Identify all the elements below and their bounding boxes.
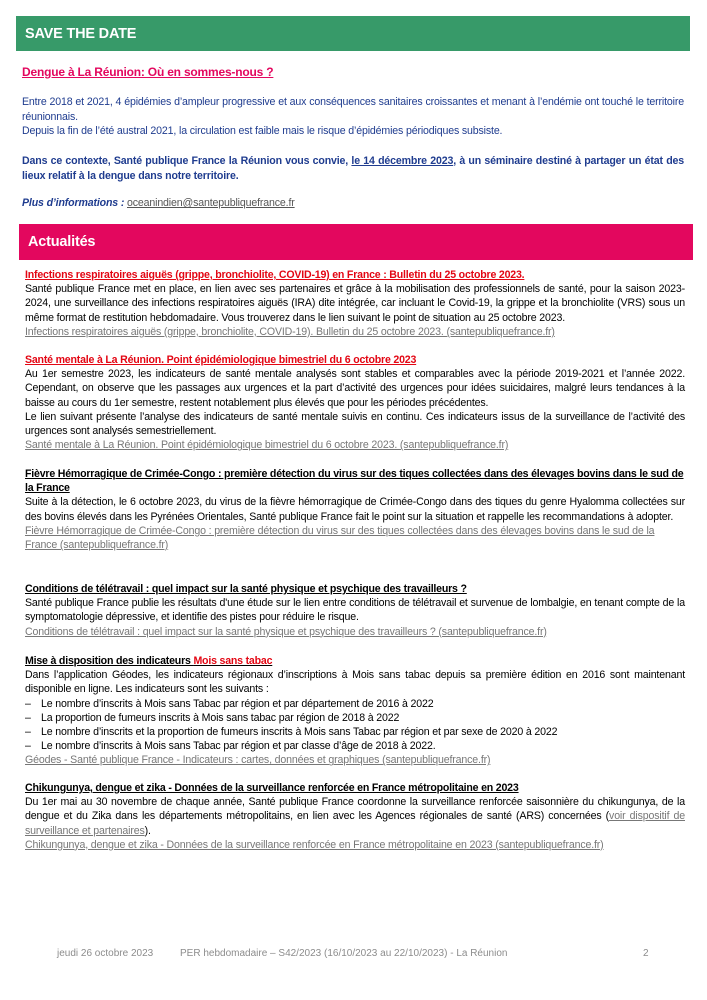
news-body: Suite à la détection, le 6 octobre 2023, du virus de la fièvre hémorragique de Crimée-Congo dans des tiques du genre Hyalomma collectées sur des bovins élevés dans les Pyrénées Orientales, Santé publique France fait le point sur la situation et rappelle les recommandations à adopter.: [25, 496, 685, 523]
news-link[interactable]: Conditions de télétravail : quel impact sur la santé physique et psychique des travailleurs ? (santepubliquefrance.fr): [25, 625, 547, 638]
actualites-heading: Actualités: [28, 234, 96, 250]
news-item-mental-health: [25, 353, 685, 452]
news-link[interactable]: Fièvre Hémorragique de Crimée-Congo : première détection du virus sur des tiques collectées dans des élevages bovins dans le sud de la France (santepubliquefrance.fr): [25, 524, 655, 552]
footer-publication: PER hebdomadaire – S42/2023 (16/10/2023 au 22/10/2023) - La Réunion: [180, 948, 508, 959]
actualites-banner: [19, 224, 693, 260]
news-item-mois-sans-tabac: [25, 654, 685, 768]
news-title-part-2: Mois sans tabac: [193, 655, 273, 667]
news-item-crimean-congo-fever: [25, 467, 685, 552]
news-link[interactable]: Infections respiratoires aiguës (grippe, bronchiolite, COVID-19). Bulletin du 25 octobre 2023. (santepubliquefrance.fr): [25, 325, 555, 338]
news-body: Santé publique France publie les résultats d'une étude sur le lien entre conditions de télétravail et survenue de lombalgie, en tenant compte de la symptomatologie dépressive, et identifie des pistes pour réduire le risque.: [25, 597, 685, 624]
news-title[interactable]: Chikungunya, dengue et zika - Données de la surveillance renforcée en France métropolitaine en 2023: [25, 782, 519, 794]
save-the-date-title: Dengue à La Réunion: Où en sommes-nous ?: [22, 65, 274, 79]
indicator-list-item: – Le nombre d’inscrits à Mois sans Tabac par région et par département de 2016 à 2022: [25, 697, 685, 711]
indicator-list-item: – La proportion de fumeurs inscrits à Mois sans tabac par région de 2018 à 2022: [25, 711, 685, 725]
save-the-date-invitation: [22, 154, 684, 183]
more-info-label: Plus d’informations :: [22, 197, 127, 209]
save-the-date-intro: [22, 95, 684, 139]
news-item-respiratory-infections: [25, 268, 685, 339]
news-title[interactable]: [25, 654, 685, 668]
news-item-telework: [25, 582, 685, 639]
save-the-date-paragraph-1: Entre 2018 et 2021, 4 épidémies d’ampleur progressive et aux conséquences sanitaires croissantes et menant à l’endémie ont touché le territoire réunionnais.: [22, 96, 684, 123]
news-title[interactable]: Infections respiratoires aiguës (grippe, bronchiolite, COVID-19) en France : Bulletin du 25 octobre 2023.: [25, 269, 525, 281]
save-the-date-heading: SAVE THE DATE: [25, 25, 137, 42]
indicator-list-item: – Le nombre d’inscrits et la proportion de fumeurs inscrits à Mois sans Tabac par région et par sexe de 2020 à 2022: [25, 725, 685, 739]
save-the-date-paragraph-2: Depuis la fin de l’été austral 2021, la circulation est faible mais le risque d’épidémies périodiques subsiste.: [22, 125, 503, 137]
surveillance-partners-link[interactable]: voir dispositif de surveillance et partenaires: [25, 810, 685, 837]
indicator-list-item: – Le nombre d’inscrits à Mois sans Tabac par région et par classe d’âge de 2018 à 2022.: [25, 739, 685, 753]
invitation-text-before: Dans ce contexte, Santé publique France la Réunion vous convie,: [22, 155, 352, 167]
event-date-link[interactable]: le 14 décembre 2023: [351, 155, 454, 167]
news-title[interactable]: Fièvre Hémorragique de Crimée-Congo : première détection du virus sur des tiques collectées dans des élevages bovins dans le sud de la France: [25, 468, 684, 495]
indicator-list: [25, 697, 685, 754]
contact-email-link[interactable]: oceanindien@santepubliquefrance.fr: [127, 197, 295, 209]
news-body-text: Du 1er mai au 30 novembre de chaque année, Santé publique France coordonne la surveillance renforcée saisonnière du chikungunya, de la dengue et du Zika dans les départements métropolitains, en lien avec les Agences régionales de santé (ARS) concernées (: [25, 796, 685, 823]
news-body: [25, 795, 685, 838]
news-body: Dans l’application Géodes, les indicateurs régionaux d’inscriptions à Mois sans tabac depuis sa première édition en 2016 sont maintenant disponible en ligne. Les indicateurs sont les suivants :: [25, 669, 685, 696]
news-body-text-end: ).: [144, 824, 151, 837]
save-the-date-contact: [22, 196, 684, 211]
save-the-date-banner: [16, 16, 690, 51]
news-title-part-1: Mise à disposition des indicateurs: [25, 655, 194, 667]
invitation-text-after: , à un séminaire destiné à partager un état des lieux relatif à la dengue dans notre territoire.: [22, 155, 685, 182]
news-body: Au 1er semestre 2023, les indicateurs de santé mentale analysés sont stables et comparables avec la période 2019-2021 et l’année 2022. Cependant, on observe que les passages aux urgences et la part d’activité des urgences pour idées suicidaires, malgré leurs tendances à la baisse au cours du 1er semestre, restent notablement plus élevés que pour les périodes précédentes.: [25, 368, 685, 409]
news-link[interactable]: Chikungunya, dengue et zika - Données de la surveillance renforcée en France métropolitaine en 2023 (santepubliquefrance.fr): [25, 838, 604, 851]
news-link[interactable]: Santé mentale à La Réunion. Point épidémiologique bimestriel du 6 octobre 2023. (santepubliquefrance.fr): [25, 439, 509, 452]
news-title[interactable]: Conditions de télétravail : quel impact sur la santé physique et psychique des travailleurs ?: [25, 583, 467, 595]
news-body: Le lien suivant présente l’analyse des indicateurs de santé mentale suivis en continu. Ces indicateurs issus de la surveillance de l’activité des urgences sont analysés semestriellement.: [25, 410, 685, 438]
news-body: Santé publique France met en place, en lien avec ses partenaires et grâce à la mobilisation des professionnels de santé, pour la saison 2023-2024, une surveillance des infections respiratoires aiguës (IRA) dite intégrée, car incluant le Covid-19, la grippe et la bronchiolite (VRS) sous un même format de restitution hebdomadaire. Vous trouverez dans le lien suivant le point de situation au 25 octobre 2023.: [25, 283, 685, 324]
footer-date: jeudi 26 octobre 2023: [57, 948, 154, 959]
news-title[interactable]: Santé mentale à La Réunion. Point épidémiologique bimestriel du 6 octobre 2023: [25, 354, 417, 366]
news-link[interactable]: Géodes - Santé publique France - Indicateurs : cartes, données et graphiques (santepubliquefrance.fr): [25, 754, 491, 767]
footer-page-number: 2: [643, 948, 649, 959]
news-item-chikungunya-dengue-zika: [25, 781, 685, 852]
